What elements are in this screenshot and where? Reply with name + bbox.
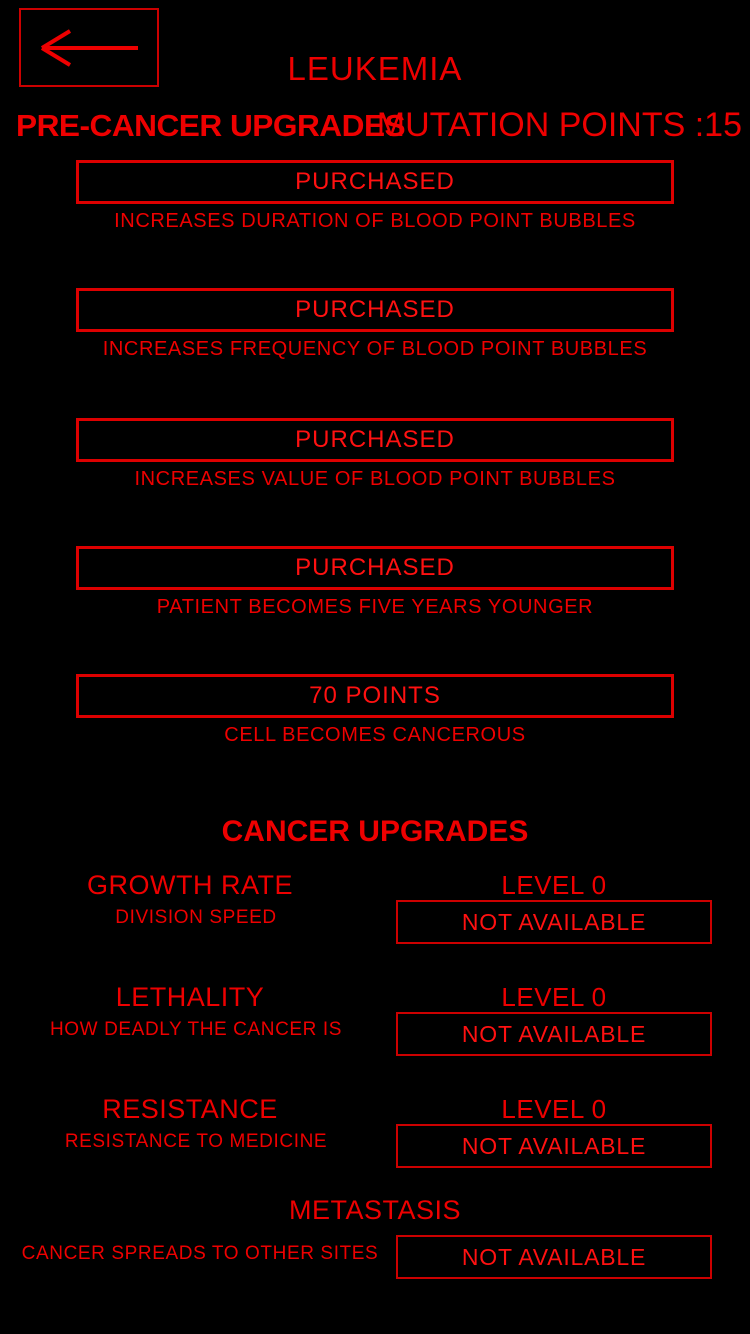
cancer-upgrade-button[interactable]: NOT AVAILABLE xyxy=(396,900,712,944)
cancer-upgrades-title: CANCER UPGRADES xyxy=(221,815,529,848)
upgrade-description-2: INCREASES FREQUENCY OF BLOOD POINT BUBBLES xyxy=(102,338,648,360)
upgrade-description-4: PATIENT BECOMES FIVE YEARS YOUNGER xyxy=(156,596,594,618)
cancer-upgrade-level: LEVEL 0 xyxy=(501,1094,607,1124)
upgrade-description-1: INCREASES DURATION OF BLOOD POINT BUBBLES xyxy=(114,210,636,232)
cancer-upgrade-subtitle: DIVISION SPEED xyxy=(115,907,277,928)
upgrade-button-4[interactable]: PURCHASED xyxy=(76,546,674,590)
cancer-upgrade-level: LEVEL 0 xyxy=(501,870,607,900)
cancer-upgrade-button[interactable]: NOT AVAILABLE xyxy=(396,1012,712,1056)
cancer-upgrade-name: RESISTANCE xyxy=(102,1094,278,1124)
cancer-upgrade-button[interactable]: NOT AVAILABLE xyxy=(396,1124,712,1168)
upgrade-button-3[interactable]: PURCHASED xyxy=(76,418,674,462)
cancer-upgrade-level: LEVEL 0 xyxy=(501,982,607,1012)
page-title: LEUKEMIA xyxy=(287,50,463,87)
mutation-points-counter: MUTATION POINTS :15 xyxy=(376,106,742,144)
cancer-upgrade-subtitle: CANCER SPREADS TO OTHER SITES xyxy=(21,1243,379,1264)
upgrade-button-5[interactable]: 70 POINTS xyxy=(76,674,674,718)
cancer-upgrade-name: LETHALITY xyxy=(115,982,265,1012)
cancer-upgrade-name: METASTASIS xyxy=(288,1195,462,1225)
cancer-upgrade-subtitle: HOW DEADLY THE CANCER IS xyxy=(49,1019,343,1040)
upgrade-button-2[interactable]: PURCHASED xyxy=(76,288,674,332)
cancer-upgrade-button[interactable]: NOT AVAILABLE xyxy=(396,1235,712,1279)
header-row xyxy=(0,108,750,152)
cancer-upgrade-name: GROWTH RATE xyxy=(87,870,293,900)
upgrade-button-1[interactable]: PURCHASED xyxy=(76,160,674,204)
upgrade-description-5: CELL BECOMES CANCEROUS xyxy=(224,724,526,746)
cancer-upgrade-subtitle: RESISTANCE TO MEDICINE xyxy=(64,1131,328,1152)
upgrade-description-3: INCREASES VALUE OF BLOOD POINT BUBBLES xyxy=(134,468,616,490)
pre-cancer-upgrades-label: PRE-CANCER UPGRADES xyxy=(16,108,406,143)
